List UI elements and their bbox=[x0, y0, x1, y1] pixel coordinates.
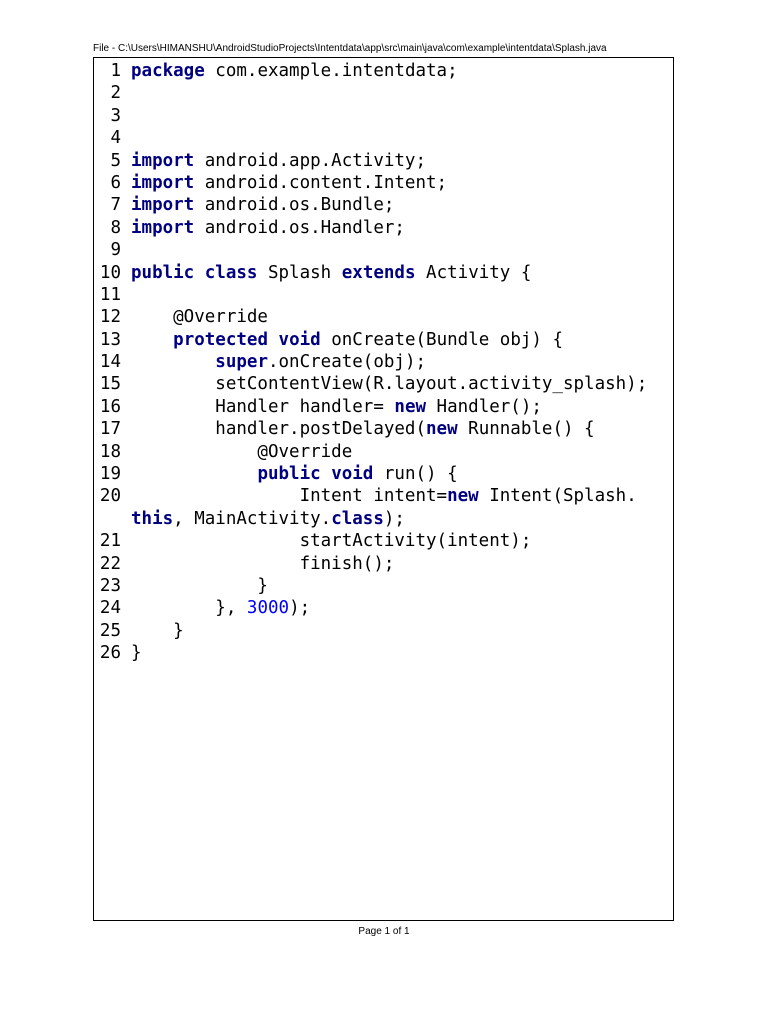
code-line bbox=[94, 642, 673, 664]
text-token: @Override bbox=[131, 441, 353, 462]
text-token: } bbox=[131, 620, 184, 641]
line-number: 2 bbox=[110, 83, 121, 104]
line-source bbox=[121, 329, 563, 351]
code-line bbox=[94, 150, 673, 172]
text-token: .onCreate(obj); bbox=[267, 352, 427, 373]
text-token: com.example.intentdata; bbox=[204, 61, 458, 81]
keyword-token: new bbox=[426, 419, 458, 440]
line-source bbox=[121, 373, 647, 395]
keyword-token: public bbox=[131, 262, 195, 283]
code-line bbox=[94, 351, 673, 373]
code-line bbox=[94, 575, 673, 597]
line-number: 12 bbox=[99, 307, 121, 328]
line-source bbox=[121, 262, 531, 284]
text-token: android.content.Intent; bbox=[194, 172, 448, 193]
text-token: Activity { bbox=[415, 262, 532, 283]
line-number: 5 bbox=[110, 150, 121, 171]
line-number: 17 bbox=[99, 419, 121, 440]
code-line bbox=[94, 262, 673, 284]
line-source bbox=[121, 642, 142, 664]
code-line bbox=[94, 217, 673, 239]
code-line bbox=[94, 418, 673, 440]
text-token: } bbox=[131, 643, 142, 664]
text-token: Intent intent= bbox=[131, 486, 448, 507]
text-token: @Override bbox=[131, 307, 268, 328]
line-number: 15 bbox=[99, 374, 121, 395]
line-source bbox=[121, 60, 458, 82]
line-source bbox=[121, 396, 542, 418]
keyword-token: protected bbox=[173, 329, 268, 350]
text-token: onCreate(Bundle obj) { bbox=[320, 329, 564, 350]
code-line bbox=[94, 82, 673, 104]
text-token bbox=[131, 330, 173, 350]
code-line bbox=[94, 530, 673, 552]
code-line bbox=[94, 306, 673, 328]
code-line bbox=[94, 239, 673, 261]
text-token: ); bbox=[383, 508, 405, 529]
code-line bbox=[94, 620, 673, 642]
line-number: 22 bbox=[99, 553, 121, 574]
code-line bbox=[94, 60, 673, 82]
keyword-token: void bbox=[278, 329, 321, 350]
code-line bbox=[94, 508, 673, 530]
text-token bbox=[131, 352, 215, 372]
keyword-token: class bbox=[204, 262, 258, 283]
line-source bbox=[121, 351, 426, 373]
code-listing-frame bbox=[93, 57, 674, 921]
line-source bbox=[121, 194, 394, 216]
code-line bbox=[94, 463, 673, 485]
keyword-token: import bbox=[131, 217, 195, 238]
keyword-token: new bbox=[447, 486, 479, 507]
keyword-token: public bbox=[257, 464, 321, 485]
line-source bbox=[121, 172, 447, 194]
line-number: 14 bbox=[99, 352, 121, 373]
text-token bbox=[321, 464, 332, 484]
text-token: startActivity(intent); bbox=[131, 531, 532, 552]
text-token: }, bbox=[131, 598, 247, 619]
code-line bbox=[94, 172, 673, 194]
text-token: , MainActivity. bbox=[173, 508, 332, 529]
code-line bbox=[94, 194, 673, 216]
line-number: 9 bbox=[110, 240, 121, 261]
line-number: 7 bbox=[110, 195, 121, 216]
keyword-token: class bbox=[331, 508, 384, 529]
line-source bbox=[121, 306, 268, 328]
line-source bbox=[121, 530, 531, 552]
text-token: Runnable() { bbox=[457, 419, 595, 440]
line-number: 16 bbox=[99, 396, 121, 417]
line-source bbox=[121, 150, 426, 172]
line-source bbox=[121, 485, 637, 507]
keyword-token: import bbox=[131, 195, 195, 216]
number-token: 3000 bbox=[246, 598, 290, 619]
line-source bbox=[121, 553, 394, 575]
code-line bbox=[94, 441, 673, 463]
text-token: Intent(Splash. bbox=[478, 486, 637, 507]
line-number: 24 bbox=[99, 598, 121, 619]
text-token: Handler(); bbox=[426, 396, 542, 417]
code-line bbox=[94, 284, 673, 306]
line-source bbox=[121, 418, 595, 440]
line-source bbox=[121, 508, 405, 530]
line-number: 3 bbox=[110, 105, 121, 126]
file-path-header: File - C:\Users\HIMANSHU\AndroidStudioProjects\Intentdata\app\src\main\java\com\example\intentdata\Splash.java bbox=[93, 43, 607, 54]
line-source bbox=[121, 441, 352, 463]
text-token: Handler handler= bbox=[131, 396, 395, 417]
code-line bbox=[94, 597, 673, 619]
line-number: 6 bbox=[110, 172, 121, 193]
line-number: 21 bbox=[99, 531, 121, 552]
line-number: 8 bbox=[110, 217, 121, 238]
keyword-token: import bbox=[131, 172, 195, 193]
line-number: 4 bbox=[110, 128, 121, 149]
line-number: 26 bbox=[99, 643, 121, 664]
text-token: setContentView(R.layout.activity_splash); bbox=[131, 374, 648, 395]
text-token: } bbox=[131, 575, 268, 596]
text-token: finish(); bbox=[131, 553, 395, 574]
code-line bbox=[94, 373, 673, 395]
text-token bbox=[194, 263, 205, 283]
text-token: ); bbox=[289, 598, 311, 619]
text-token: Splash bbox=[257, 262, 342, 283]
text-token: android.os.Handler; bbox=[194, 217, 405, 238]
keyword-token: extends bbox=[341, 262, 416, 283]
text-token bbox=[131, 464, 257, 484]
line-source bbox=[121, 575, 268, 597]
keyword-token: package bbox=[131, 61, 205, 81]
text-token: android.app.Activity; bbox=[194, 150, 427, 171]
text-token: android.os.Bundle; bbox=[194, 195, 395, 216]
code-line bbox=[94, 396, 673, 418]
line-source bbox=[121, 620, 184, 642]
line-number: 25 bbox=[99, 620, 121, 641]
code-line bbox=[94, 485, 673, 507]
keyword-token: void bbox=[331, 464, 374, 485]
code-listing bbox=[94, 60, 673, 665]
code-line bbox=[94, 329, 673, 351]
line-source bbox=[121, 217, 405, 239]
text-token: run() { bbox=[373, 464, 458, 485]
text-token bbox=[268, 330, 279, 350]
text-token: handler.postDelayed( bbox=[131, 419, 427, 440]
line-source bbox=[121, 597, 310, 619]
keyword-token: new bbox=[394, 396, 427, 417]
line-number: 1 bbox=[110, 61, 121, 81]
line-number: 20 bbox=[99, 486, 121, 507]
code-line bbox=[94, 127, 673, 149]
line-number: 11 bbox=[99, 284, 121, 305]
line-source bbox=[121, 463, 458, 485]
line-number: 13 bbox=[99, 329, 121, 350]
line-number: 18 bbox=[99, 441, 121, 462]
line-number: 23 bbox=[99, 575, 121, 596]
code-line bbox=[94, 105, 673, 127]
line-number: 10 bbox=[99, 262, 121, 283]
code-line bbox=[94, 553, 673, 575]
keyword-token: this bbox=[131, 508, 174, 529]
line-number: 19 bbox=[99, 464, 121, 485]
page-number-footer: Page 1 of 1 bbox=[358, 926, 410, 937]
keyword-token: import bbox=[131, 150, 195, 171]
keyword-token: super bbox=[215, 352, 268, 373]
